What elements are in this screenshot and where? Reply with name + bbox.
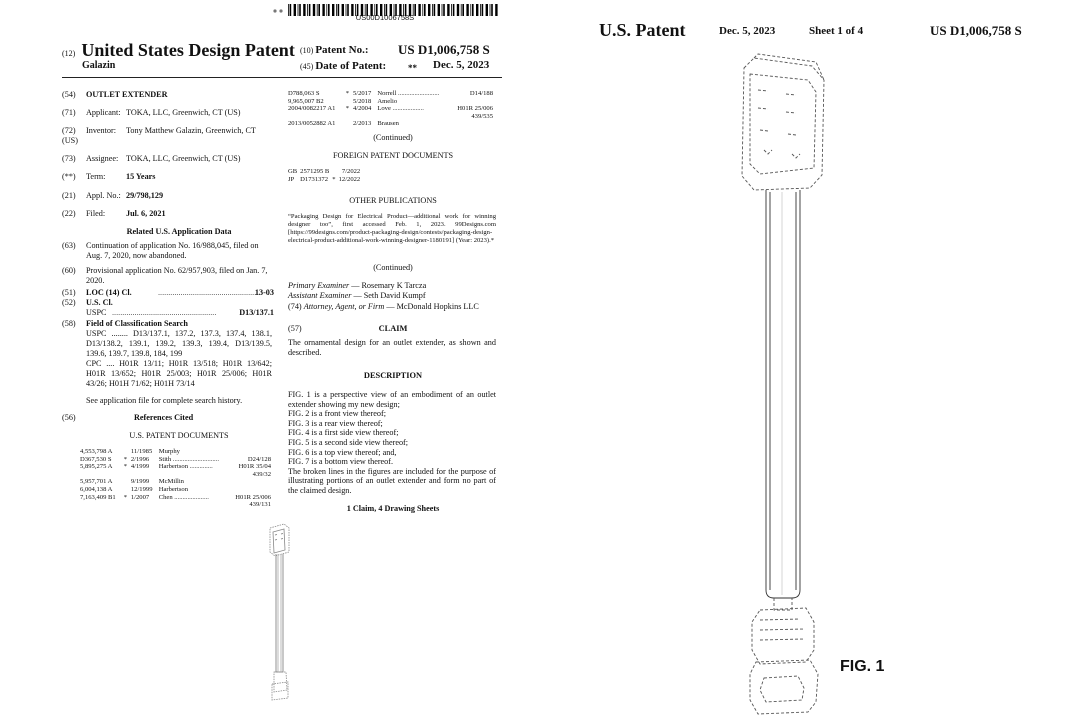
reference-cell: 4/1999 [130,463,150,471]
biblio-term: (**) Term: 15 Years [62,172,156,181]
reference-cell [80,501,124,509]
barcode-bar [298,4,299,16]
reference-cell [80,471,124,479]
reference-cell [452,98,496,106]
barcode-bar [470,4,471,16]
sheet-title: U.S. Patent [599,20,686,40]
barcode-bar [290,4,292,16]
header-rule [62,77,502,78]
uspc-line: USPC ................................................... D13/137.1 [86,308,274,317]
barcode-bar [303,4,305,16]
foreign-docs [288,168,448,183]
reference-row [288,105,496,113]
patent-no-code: (10) [300,46,314,55]
biblio-21: (21) Appl. No.: 29/798,129 [62,191,164,200]
reference-cell: 2013/0052882 A1 [288,120,336,128]
reference-cell [230,448,274,456]
field-cpc: CPC .... H01R 13/11; H01R 13/518; H01R 13/642; H01R 13/652; H01R 25/003; H01R 25/006; H01R 43/26; H01H 71/62; H01H 73/14 [86,359,272,388]
barcode-bar [322,4,324,16]
reference-row [288,168,363,176]
foreign-heading: FOREIGN PATENT DOCUMENTS [332,151,454,160]
us-class: (52) U.S. Cl. [62,298,113,307]
barcode-number: US00D1006758S [355,13,415,22]
reference-cell: 9,965,007 B2 [288,97,324,105]
fig-label: FIG. 1 [840,658,885,675]
date-label: Date of Patent: [315,60,387,72]
barcode-bar [490,4,491,16]
reference-cell: * [123,493,128,501]
inventor-surname: Galazin [82,60,116,71]
reference-cell: H01R 25/006 [235,493,271,501]
reference-row [80,501,274,509]
reference-row [80,448,274,456]
barcode-bar [482,4,484,16]
assistant-examiner: Assistant Examiner — Seth David Kumpf [288,291,426,300]
reference-cell: Harbertson .............. [158,463,213,471]
barcode-bar [447,4,449,16]
barcode-bar [443,4,445,16]
date-stars: ** [408,63,417,73]
reference-cell: * [345,90,350,97]
field-search: (58) Field of Classification Search [62,319,188,328]
reference-cell: 1/2007 [130,493,150,501]
barcode-bar [495,4,497,16]
reference-row [288,98,496,106]
reference-cell [159,501,231,509]
reference-cell [346,120,353,128]
reference-cell: * [123,463,128,471]
description-line: FIG. 7 is a bottom view thereof. [288,457,394,467]
reference-cell [124,478,131,486]
field-uspc: USPC ........ D13/137.1, 137.2, 137.3, 137.4, 138.1, D13/138.2, 139.1, 139.2, 139.3, 139.4, D13/139.5, 139.6, 139.7, 139.8, 184, 199 [86,329,272,358]
kind-code: (12) [62,49,76,58]
barcode-bar [491,4,493,16]
reference-cell: 4/2004 [352,105,372,113]
see-application: See application file for complete search history. [86,396,243,405]
barcode-bar [309,4,311,16]
barcode-bar [318,4,320,16]
reference-row [288,120,496,128]
reference-cell: D367,530 S [80,455,112,463]
other-heading: OTHER PUBLICATIONS [349,196,437,205]
patent-date: Dec. 5, 2023 [433,59,490,71]
reference-cell: 11/1985 [130,448,153,455]
reference-cell [346,98,353,106]
barcode-bar [472,4,474,16]
biblio-71: (71) Applicant: TOKA, LLC, Greenwich, CT (US) [62,108,241,117]
reference-cell: Chen ..................... [158,493,209,501]
reference-cell [230,478,274,486]
reference-cell [124,448,131,456]
sheet-date: Dec. 5, 2023 [719,25,776,37]
barcode-bar [461,4,462,16]
description-heading: DESCRIPTION [363,371,423,380]
reference-cell: D788,063 S [288,90,320,97]
attorney: (74) Attorney, Agent, or Firm — McDonald Hopkins LLC [288,302,479,311]
description-line: FIG. 4 is a first side view thereof; [288,428,399,438]
patent-no-label: Patent No.: [315,44,369,56]
description-line: FIG. 3 is a rear view thereof; [288,418,383,428]
sheet-count: Sheet 1 of 4 [809,25,864,37]
barcode-bar [288,4,289,16]
reference-row [80,456,274,464]
reference-cell: 7/2022 [341,168,361,175]
reference-row [288,90,496,98]
reference-row [80,494,274,502]
description-line: The broken lines in the figures are included for the purpose of illustrating portions of an outlet extender and form no part of the claimed design. [288,466,496,495]
reference-cell: Brausen [377,120,399,128]
reference-cell: Love ................... [377,105,424,113]
reference-cell: Murphy [158,448,180,455]
continued-2: (Continued) [373,263,413,272]
barcode-bar [294,4,296,16]
reference-cell: McMillin [158,478,184,486]
outlet-extender-perspective [730,50,840,715]
reference-cell: Amelio [377,97,398,105]
reference-cell: D14/188 [469,90,493,97]
primary-examiner: Primary Examiner — Rosemary K Tarcza [288,281,427,290]
reference-cell: 5,957,701 A [80,478,113,486]
reference-cell [377,113,451,121]
reference-cell: Stith ............................ [158,455,219,463]
barcode-bar [480,4,481,16]
description-line: FIG. 1 is a perspective view of an embodiment of an outlet extender showing my new design; [288,390,496,409]
description-line: FIG. 5 is a second side view thereof; [288,437,409,447]
barcode-bar [466,4,468,16]
biblio-22: (22) Filed: Jul. 6, 2021 [62,209,166,218]
reference-cell: 4,553,798 A [80,448,113,455]
barcode-bar [313,4,315,16]
barcode-bar [457,4,459,16]
barcode-bar [299,4,301,16]
refs-heading: (56) References Cited [62,413,194,422]
reference-cell [230,486,274,494]
reference-cell [288,113,346,121]
reference-row [80,471,274,479]
cont-docs [288,90,498,128]
barcode-bar [462,4,464,16]
barcode-bar [326,4,327,16]
reference-cell [346,113,353,121]
related-60: (60) Provisional application No. 62/957,903, filed on Jan. 7, 2020. [62,266,268,285]
claim-heading: CLAIM [378,324,408,333]
reference-cell: 2004/0082217 A1 [288,105,336,113]
patent-title: United States Design Patent [81,40,295,60]
reference-row [80,478,274,486]
reference-row [80,486,274,494]
reference-cell: * [345,105,350,113]
us-docs-heading: U.S. PATENT DOCUMENTS [129,431,229,440]
reference-cell: 439/131 [249,501,271,509]
reference-cell: Norrell ......................... [377,90,440,97]
reference-cell: 2/1996 [130,455,150,463]
other-publication: “Packaging Design for Electrical Product—additional work for winning designer too”, first accessed Feb. 1, 2023. 99Designs.com [https://99designs.com/product-packaging-design/contests/packaging-design-electrical-product-additional-work-winning-designer-1180191] (Year: 2023).* [288,213,496,244]
reference-cell: D1731372 [300,175,329,183]
barcode-bar [442,4,443,16]
reference-cell: 6,004,138 A [80,485,113,493]
reference-cell: 439/32 [252,470,271,478]
biblio-73: (73) Assignee: TOKA, LLC, Greenwich, CT (US) [62,154,241,163]
front-page-figure [262,522,296,702]
barcode-bar [307,4,308,16]
barcode-bar [476,4,478,16]
reference-cell: H01R 25/006 [457,105,493,113]
claim-code: (57) [288,324,302,333]
loc-class: (51) LOC (14) Cl. .................................................. 13-03 [62,288,274,297]
fig1-drawing [730,50,840,715]
barcode-bar [453,4,455,16]
reference-cell [124,501,131,509]
biblio-72: (72) Inventor: Tony Matthew Galazin, Greenwich, CT (US) [62,126,256,145]
reference-cell: 5/2017 [352,90,372,97]
reference-cell: GB [288,168,298,175]
reference-cell: 9/1999 [130,478,150,486]
reference-cell [124,486,131,494]
description-line: FIG. 6 is a top view thereof; and, [288,447,397,457]
reference-cell [124,471,131,479]
reference-row [288,176,363,184]
us-docs-table [80,448,276,509]
related-63: (63) Continuation of application No. 16/988,045, filed on Aug. 7, 2020, now abandoned. [62,241,259,260]
barcode-bar [486,4,488,16]
reference-cell: 2571295 B [300,168,330,175]
reference-cell: 2/2013 [352,120,372,128]
continued-1: (Continued) [373,133,413,142]
claim-text: The ornamental design for an outlet extender, as shown and described. [288,338,496,357]
patent-number: US D1,006,758 S [398,42,490,57]
barcode-bar [451,4,452,16]
reference-cell: 12/1999 [130,485,153,493]
reference-cell [131,471,159,479]
description-line: FIG. 2 is a front view thereof; [288,409,386,419]
reference-cell: 439/535 [471,112,493,120]
date-code: (45) [300,62,314,71]
barcode-bar [317,4,318,16]
reference-cell: 12/2022 [338,175,361,183]
sheet-patent-number: US D1,006,758 S [930,23,1022,38]
reference-cell: * [332,175,336,183]
reference-cell [452,120,496,128]
reference-cell: Harbertson [158,485,188,493]
description-list [288,390,496,496]
claims-sheets: 1 Claim, 4 Drawing Sheets [346,504,440,513]
reference-cell: * [123,455,128,463]
related-heading: Related U.S. Application Data [126,227,232,236]
reference-row [288,113,496,121]
reference-cell [353,113,377,121]
reference-cell [131,501,159,509]
reference-cell: 5/2018 [352,97,372,105]
reference-cell [159,471,231,479]
reference-cell: 5,895,275 A [80,463,113,471]
reference-cell: D24/128 [247,455,271,463]
reference-cell: 7,163,409 B1 [80,493,116,501]
reference-cell: H01R 35/04 [238,463,271,471]
reference-cell: JP [288,175,295,183]
biblio-54: (54) OUTLET EXTENDER [62,90,168,99]
reference-row [80,463,274,471]
outlet-extender-thumbnail [262,522,296,702]
